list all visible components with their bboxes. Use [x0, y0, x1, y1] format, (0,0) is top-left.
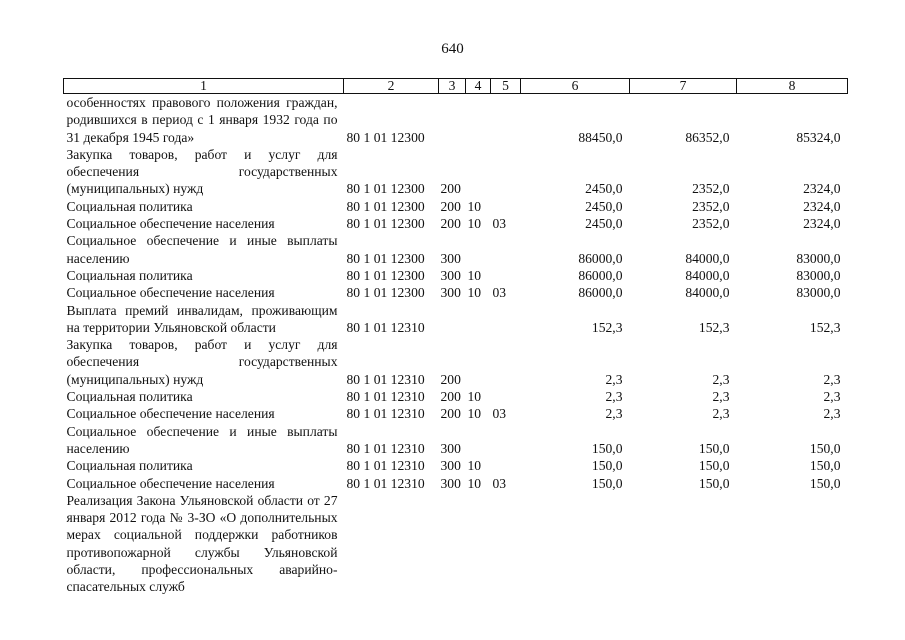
- row-section: [466, 423, 491, 458]
- row-amount-year-1: 2450,0: [585, 181, 623, 197]
- row-section: [466, 492, 491, 596]
- row-amount-year-2: 150,0: [698, 475, 730, 491]
- row-name: Социальное обеспечение и иные выплаты населению: [66, 423, 338, 456]
- row-amount-year-3: 2324,0: [803, 216, 841, 232]
- row-section: 10: [467, 198, 482, 214]
- row-amount-year-1: 2450,0: [585, 198, 623, 214]
- row-expense-type: [439, 302, 466, 337]
- row-target-code: 80 1 01 12300: [346, 285, 425, 301]
- row-name: Социальная политика: [66, 198, 193, 214]
- row-name: Социальная политика: [66, 389, 193, 405]
- row-amount-year-3: 83000,0: [796, 267, 841, 283]
- table-row: [64, 94, 848, 146]
- row-amount-year-2: 84000,0: [685, 250, 730, 266]
- row-target-code: 80 1 01 12310: [346, 475, 425, 491]
- row-amount-year-2: 2352,0: [692, 216, 730, 232]
- row-target-code: 80 1 01 12310: [346, 440, 425, 456]
- row-amount-year-1: 86000,0: [578, 250, 623, 266]
- row-expense-type: 300: [440, 440, 461, 456]
- row-amount-year-3: 150,0: [809, 440, 841, 456]
- row-name: Закупка товаров, работ и услуг для обеспечения государственных (муниципальных) нужд: [66, 337, 338, 387]
- row-subsection: [491, 232, 521, 267]
- row-name: Социальное обеспечение населения: [66, 285, 275, 301]
- row-expense-type: 300: [440, 267, 461, 283]
- row-target-code: 80 1 01 12310: [346, 371, 425, 387]
- row-section: 10: [467, 406, 482, 422]
- header-cell-1: 1: [64, 79, 344, 94]
- row-amount-year-1: 86000,0: [578, 267, 623, 283]
- row-expense-type: 300: [440, 250, 461, 266]
- row-amount-year-3: 2324,0: [803, 181, 841, 197]
- row-section: 10: [467, 475, 482, 491]
- row-expense-type: 200: [440, 371, 461, 387]
- row-name: Реализация Закона Ульяновской области от 27 января 2012 года № 3-ЗО «О дополнительных мерах социальной поддержки работников противопожарной службы Ульяновской области, профессиональных аварийно-спасательных служб: [66, 492, 338, 595]
- row-amount-year-3: 2,3: [823, 371, 841, 387]
- row-subsection: [491, 302, 521, 337]
- row-target-code: 80 1 01 12300: [346, 129, 425, 145]
- table-row: [64, 284, 848, 301]
- row-amount-year-3: [737, 492, 848, 596]
- table-row: [64, 146, 848, 198]
- row-subsection: [491, 267, 521, 284]
- row-subsection: [491, 336, 521, 388]
- row-amount-year-1: 150,0: [591, 458, 623, 474]
- row-amount-year-3: 2,3: [823, 406, 841, 422]
- row-name: особенностях правового положения граждан, родившихся в период с 1 января 1932 года по 31 декабря 1945 года»: [66, 95, 338, 145]
- row-amount-year-3: 150,0: [809, 475, 841, 491]
- row-name: Социальное обеспечение населения: [66, 406, 275, 422]
- row-expense-type: 200: [440, 389, 461, 405]
- row-amount-year-1: 152,3: [591, 319, 623, 335]
- row-expense-type: [439, 492, 466, 596]
- row-amount-year-2: 2352,0: [692, 181, 730, 197]
- row-target-code: 80 1 01 12300: [346, 267, 425, 283]
- header-cell-5: 5: [491, 79, 521, 94]
- row-section: 10: [467, 458, 482, 474]
- row-subsection: [491, 388, 521, 405]
- row-subsection: [491, 457, 521, 474]
- row-name: Социальное обеспечение населения: [66, 475, 275, 491]
- row-amount-year-1: 2,3: [605, 371, 623, 387]
- table-row: [64, 423, 848, 458]
- row-section: [466, 302, 491, 337]
- row-subsection: [491, 492, 521, 596]
- row-expense-type: 300: [440, 285, 461, 301]
- row-amount-year-2: 2,3: [712, 371, 730, 387]
- row-amount-year-2: 2,3: [712, 406, 730, 422]
- row-amount-year-1: 150,0: [591, 440, 623, 456]
- row-target-code: 80 1 01 12310: [346, 458, 425, 474]
- row-subsection: 03: [492, 285, 507, 301]
- row-amount-year-3: 2324,0: [803, 198, 841, 214]
- row-amount-year-3: 83000,0: [796, 285, 841, 301]
- row-target-code: 80 1 01 12300: [346, 250, 425, 266]
- row-target-code: 80 1 01 12310: [346, 406, 425, 422]
- row-amount-year-2: 84000,0: [685, 285, 730, 301]
- row-amount-year-1: 88450,0: [578, 129, 623, 145]
- row-section: 10: [467, 267, 482, 283]
- row-target-code: 80 1 01 12300: [346, 198, 425, 214]
- row-target-code: [344, 492, 439, 596]
- row-amount-year-1: 86000,0: [578, 285, 623, 301]
- row-target-code: 80 1 01 12310: [346, 389, 425, 405]
- header-cell-8: 8: [737, 79, 848, 94]
- header-cell-3: 3: [439, 79, 466, 94]
- row-amount-year-2: 2,3: [712, 389, 730, 405]
- row-amount-year-3: 152,3: [809, 319, 841, 335]
- table-row: [64, 336, 848, 388]
- table-row: [64, 457, 848, 474]
- table-row: [64, 198, 848, 215]
- row-target-code: 80 1 01 12300: [346, 216, 425, 232]
- row-section: [466, 232, 491, 267]
- row-subsection: 03: [492, 406, 507, 422]
- row-amount-year-2: 152,3: [698, 319, 730, 335]
- row-expense-type: 200: [440, 406, 461, 422]
- row-amount-year-1: 150,0: [591, 475, 623, 491]
- row-amount-year-2: 150,0: [698, 440, 730, 456]
- row-amount-year-2: 84000,0: [685, 267, 730, 283]
- table-row: [64, 215, 848, 232]
- header-cell-7: 7: [630, 79, 737, 94]
- row-section: [466, 94, 491, 146]
- row-name: Социальное обеспечение населения: [66, 216, 275, 232]
- row-amount-year-3: 83000,0: [796, 250, 841, 266]
- row-amount-year-3: 2,3: [823, 389, 841, 405]
- row-amount-year-1: 2,3: [605, 389, 623, 405]
- row-subsection: [491, 198, 521, 215]
- row-name: Закупка товаров, работ и услуг для обеспечения государственных (муниципальных) нужд: [66, 146, 338, 197]
- row-target-code: 80 1 01 12300: [346, 181, 425, 197]
- row-subsection: [491, 94, 521, 146]
- row-section: [466, 336, 491, 388]
- row-expense-type: 300: [440, 458, 461, 474]
- row-amount-year-1: 2450,0: [585, 216, 623, 232]
- row-expense-type: 300: [440, 475, 461, 491]
- row-amount-year-2: 150,0: [698, 458, 730, 474]
- budget-table: [63, 78, 848, 596]
- table-row: [64, 232, 848, 267]
- row-subsection: [491, 146, 521, 198]
- table-row: [64, 492, 848, 596]
- header-cell-4: 4: [466, 79, 491, 94]
- row-name: Социальное обеспечение и иные выплаты населению: [66, 233, 338, 266]
- row-amount-year-2: 2352,0: [692, 198, 730, 214]
- table-row: [64, 405, 848, 422]
- table-row: [64, 302, 848, 337]
- row-subsection: [491, 423, 521, 458]
- header-cell-6: 6: [521, 79, 630, 94]
- table-row: [64, 475, 848, 492]
- row-section: 10: [467, 389, 482, 405]
- row-section: 10: [467, 285, 482, 301]
- row-expense-type: [439, 94, 466, 146]
- table-body: [64, 94, 848, 596]
- row-subsection: 03: [492, 475, 507, 491]
- row-name: Социальная политика: [66, 267, 193, 283]
- row-amount-year-2: [630, 492, 737, 596]
- row-subsection: 03: [492, 216, 507, 232]
- table-row: [64, 267, 848, 284]
- row-section: 10: [467, 216, 482, 232]
- row-amount-year-1: [521, 492, 630, 596]
- row-amount-year-3: 150,0: [809, 458, 841, 474]
- page-number: 640: [441, 41, 464, 57]
- table-row: [64, 388, 848, 405]
- row-amount-year-2: 86352,0: [685, 129, 730, 145]
- row-amount-year-1: 2,3: [605, 406, 623, 422]
- row-expense-type: 200: [440, 216, 461, 232]
- row-section: [466, 146, 491, 198]
- row-expense-type: 200: [440, 181, 461, 197]
- table-header-row: [64, 79, 848, 94]
- row-name: Социальная политика: [66, 458, 193, 474]
- row-expense-type: 200: [440, 198, 461, 214]
- header-cell-2: 2: [344, 79, 439, 94]
- row-target-code: 80 1 01 12310: [346, 319, 425, 335]
- row-name: Выплата премий инвалидам, проживающим на территории Ульяновской области: [66, 302, 338, 335]
- row-amount-year-3: 85324,0: [796, 129, 841, 145]
